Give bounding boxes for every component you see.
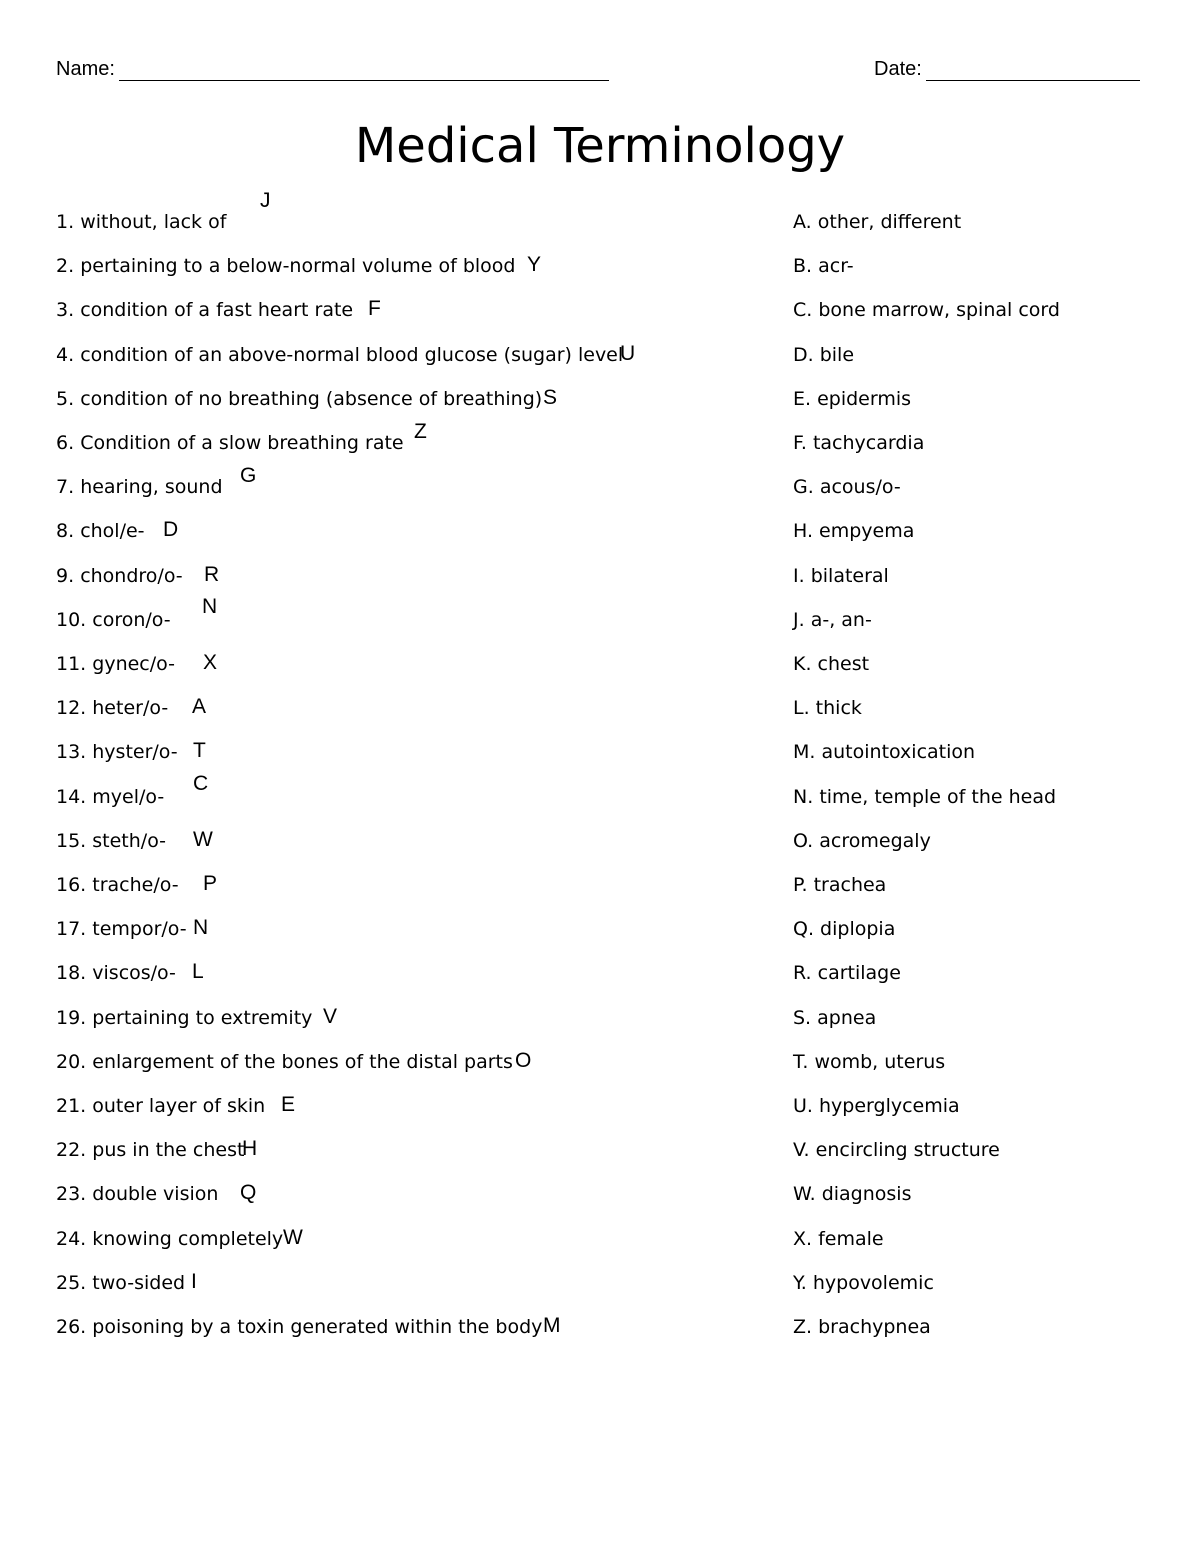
question-number: 14. [56,786,87,808]
question-row [56,432,404,462]
question-row [56,1183,218,1213]
option-text: cartilage [817,962,901,984]
question-row [56,1316,542,1346]
question-number: 18. [56,962,87,984]
option-letter: O. [793,830,814,852]
question-number: 9. [56,565,75,587]
question-row [56,741,178,771]
option-row [793,1095,960,1125]
question-number: 19. [56,1007,87,1029]
question-number: 2. [56,255,75,277]
option-text: acr- [818,255,854,277]
answer-letter[interactable]: F [368,297,381,320]
option-row [793,255,854,285]
answer-letter[interactable]: C [193,772,209,795]
question-text: Condition of a slow breathing rate [80,432,404,454]
question-number: 10. [56,609,87,631]
question-number: 3. [56,299,75,321]
question-row [56,609,171,639]
option-text: autointoxication [821,741,976,763]
answer-letter[interactable]: G [240,464,257,487]
question-number: 5. [56,388,75,410]
option-text: acous/o- [819,476,901,498]
question-number: 25. [56,1272,87,1294]
question-row [56,476,223,506]
name-label: Name: [56,58,115,80]
answer-letter[interactable]: I [191,1270,197,1293]
option-text: hypovolemic [812,1272,934,1294]
option-letter: P. [793,874,808,896]
question-row [56,653,175,683]
question-number: 15. [56,830,87,852]
option-text: a-, an- [810,609,872,631]
option-row [793,741,975,771]
question-text: condition of an above-normal blood glucose (sugar) level [80,344,624,366]
question-number: 24. [56,1228,87,1250]
option-text: womb, uterus [814,1051,946,1073]
date-field[interactable] [874,58,1140,81]
question-number: 11. [56,653,87,675]
question-number: 7. [56,476,75,498]
question-number: 26. [56,1316,87,1338]
question-text: coron/o- [92,609,171,631]
option-letter: R. [793,962,812,984]
option-text: other, different [817,211,962,233]
name-line[interactable] [119,60,609,81]
option-letter: S. [793,1007,812,1029]
option-text: chest [817,653,870,675]
question-row [56,1139,244,1169]
option-row [793,344,854,374]
option-row [793,1007,876,1037]
option-text: time, temple of the head [819,786,1057,808]
question-number: 12. [56,697,87,719]
answer-letter[interactable]: Y [527,253,542,276]
answer-letter[interactable]: W [193,828,213,851]
option-text: encircling structure [815,1139,1000,1161]
date-label: Date: [874,58,922,80]
option-text: bilateral [810,565,889,587]
option-row [793,962,901,992]
question-text: heter/o- [92,697,169,719]
question-number: 13. [56,741,87,763]
option-row [793,874,886,904]
question-text: chondro/o- [80,565,183,587]
question-text: knowing completely [92,1228,284,1250]
question-row [56,697,168,727]
question-text: chol/e- [80,520,145,542]
option-row [793,918,895,948]
question-row [56,211,226,241]
answer-letter[interactable]: M [543,1314,561,1337]
question-row [56,918,187,948]
option-row [793,1316,931,1346]
option-letter: K. [793,653,812,675]
question-number: 16. [56,874,87,896]
question-text: outer layer of skin [92,1095,266,1117]
question-number: 8. [56,520,75,542]
question-text: myel/o- [92,786,165,808]
question-text: condition of no breathing (absence of breathing) [80,388,543,410]
option-row [793,388,911,418]
answer-letter[interactable]: R [204,563,220,586]
option-text: empyema [819,520,915,542]
answer-letter[interactable]: N [193,916,209,939]
question-number: 21. [56,1095,87,1117]
question-number: 1. [56,211,75,233]
question-text: pertaining to extremity [92,1007,313,1029]
option-letter: W. [793,1183,816,1205]
question-text: gynec/o- [92,653,175,675]
option-letter: N. [793,786,814,808]
question-row [56,786,164,816]
date-line[interactable] [926,60,1140,81]
answer-letter[interactable]: P [203,872,218,895]
answer-letter[interactable]: H [242,1137,258,1160]
question-text: hearing, sound [80,476,223,498]
option-text: bile [819,344,855,366]
question-text: without, lack of [80,211,227,233]
option-text: diagnosis [821,1183,912,1205]
question-row [56,874,179,904]
option-row [793,830,931,860]
option-text: tachycardia [812,432,925,454]
answer-letter[interactable]: O [515,1049,532,1072]
question-row [56,1095,265,1125]
option-text: epidermis [817,388,912,410]
option-text: hyperglycemia [819,1095,960,1117]
question-row [56,388,542,418]
option-row [793,476,901,506]
question-row [56,1007,312,1037]
question-row [56,255,515,285]
option-row [793,1183,912,1213]
answer-letter[interactable]: D [163,518,179,541]
option-letter: J. [793,609,805,631]
question-row [56,520,145,550]
question-number: 17. [56,918,87,940]
option-text: diplopia [820,918,896,940]
question-number: 20. [56,1051,87,1073]
option-letter: U. [793,1095,813,1117]
question-text: trache/o- [92,874,179,896]
question-text: viscos/o- [92,962,176,984]
option-row [793,786,1056,816]
answer-letter[interactable]: A [192,695,207,718]
option-text: thick [815,697,862,719]
answer-letter[interactable]: Q [240,1181,257,1204]
question-row [56,1228,283,1258]
option-letter: Q. [793,918,814,940]
option-letter: G. [793,476,814,498]
option-letter: X. [793,1228,813,1250]
option-row [793,1139,1000,1169]
question-text: steth/o- [92,830,167,852]
option-row [793,653,869,683]
question-row [56,830,166,860]
option-row [793,432,924,462]
question-row [56,344,623,374]
question-text: double vision [92,1183,219,1205]
option-letter: C. [793,299,813,321]
question-row [56,565,183,595]
option-letter: Z. [793,1316,813,1338]
question-text: two-sided [92,1272,186,1294]
question-number: 23. [56,1183,87,1205]
answer-letter[interactable]: W [283,1226,303,1249]
option-text: bone marrow, spinal cord [818,299,1060,321]
name-field[interactable] [56,58,609,81]
option-letter: V. [793,1139,810,1161]
answer-letter[interactable]: J [260,189,271,212]
question-number: 4. [56,344,75,366]
option-row [793,565,889,595]
option-row [793,1051,945,1081]
option-letter: A. [793,211,812,233]
option-letter: I. [793,565,805,587]
question-row [56,1272,185,1302]
option-row [793,520,914,550]
answer-letter[interactable]: V [323,1005,338,1028]
option-letter: L. [793,697,810,719]
answer-letter[interactable]: T [193,739,206,762]
answer-letter[interactable]: Z [414,420,427,443]
question-row [56,962,176,992]
question-text: pertaining to a below-normal volume of blood [80,255,516,277]
answer-letter[interactable]: X [203,651,218,674]
option-letter: F. [793,432,807,454]
option-letter: B. [793,255,813,277]
option-text: female [818,1228,884,1250]
question-text: hyster/o- [92,741,178,763]
answer-letter[interactable]: U [620,342,636,365]
option-letter: Y. [793,1272,807,1294]
option-text: apnea [817,1007,877,1029]
question-number: 22. [56,1139,87,1161]
option-text: trachea [813,874,887,896]
option-row [793,609,872,639]
option-letter: D. [793,344,814,366]
question-text: pus in the chest [92,1139,245,1161]
question-row [56,1051,513,1081]
question-text: tempor/o- [92,918,187,940]
answer-letter[interactable]: E [281,1093,296,1116]
option-text: acromegaly [819,830,931,852]
option-letter: T. [793,1051,809,1073]
option-letter: H. [793,520,813,542]
question-text: enlargement of the bones of the distal parts [92,1051,513,1073]
option-letter: M. [793,741,816,763]
option-letter: E. [793,388,812,410]
option-row [793,1228,884,1258]
question-number: 6. [56,432,75,454]
option-row [793,299,1060,329]
option-row [793,697,862,727]
question-text: poisoning by a toxin generated within the body [92,1316,543,1338]
answer-letter[interactable]: N [202,595,218,618]
question-row [56,299,353,329]
option-text: brachypnea [818,1316,931,1338]
answer-letter[interactable]: L [192,960,204,983]
answer-letter[interactable]: S [543,386,558,409]
question-text: condition of a fast heart rate [80,299,354,321]
page-title: Medical Terminology [354,118,846,174]
option-row [793,1272,934,1302]
option-row [793,211,961,241]
